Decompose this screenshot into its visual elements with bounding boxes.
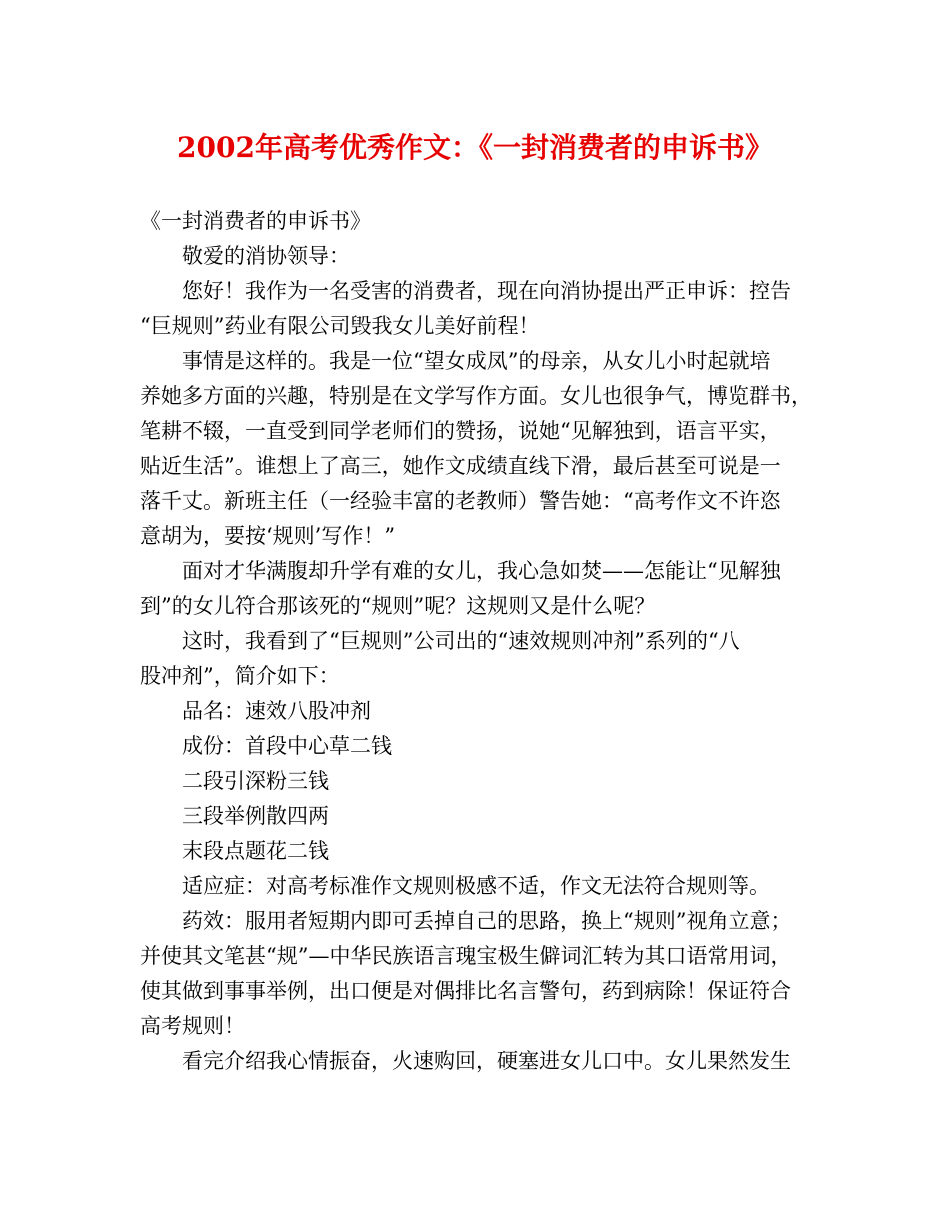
text-line: 《一封消费者的申诉书》 [140,209,371,233]
text-line: 您好！我作为一名受害的消费者，现在向消协提出严正申诉：控告 [182,279,791,303]
text-line: 笔耕不辍，一直受到同学老师们的赞扬，说她“见解独到，语言平实， [140,419,781,443]
text-line: 药效：服用者短期内即可丢掉自己的思路，换上“规则”视角立意； [182,909,792,933]
text-line: 养她多方面的兴趣，特别是在文学写作方面。女儿也很争气，博览群书， [140,384,812,408]
text-line: 贴近生活”。谁想上了高三，她作文成绩直线下滑，最后甚至可说是一 [140,454,781,478]
text-line: 看完介绍我心情振奋，火速购回，硬塞进女儿口中。女儿果然发生 [182,1049,791,1073]
text-line: 面对才华满腹却升学有难的女儿，我心急如焚——怎能让“见解独 [182,559,781,583]
document-body [140,204,830,1079]
text-line: 敬爱的消协领导： [182,244,350,268]
text-line: 适应症：对高考标准作文规则极感不适，作文无法符合规则等。 [182,874,770,898]
text-line: 落千丈。新班主任（一经验丰富的老教师）警告她：“高考作文不许恣 [140,489,781,513]
text-line: 高考规则！ [140,1014,245,1038]
document-title: 2002年高考优秀作文：《一封消费者的申诉书》 [177,131,773,164]
text-line: 品名：速效八股冲剂 [182,699,371,723]
text-line: 这时，我看到了“巨规则”公司出的“速效规则冲剂”系列的“八 [182,629,740,653]
text-line: 并使其文笔甚“规”—中华民族语言瑰宝极生僻词汇转为其口语常用词， [140,944,792,968]
text-line: 二段引深粉三钱 [182,769,329,793]
text-line: 到”的女儿符合那该死的“规则”呢？这规则又是什么呢？ [140,594,656,618]
text-line: 意胡为，要按‘规则’写作！” [140,524,396,548]
text-line: 三段举例散四两 [182,804,329,828]
text-line: 末段点题花二钱 [182,839,329,863]
text-line: 事情是这样的。我是一位“望女成凤”的母亲，从女儿小时起就培 [182,349,771,373]
text-line: 使其做到事事举例，出口便是对偶排比名言警句，药到病除！保证符合 [140,979,791,1003]
text-line: “巨规则”药业有限公司毁我女儿美好前程！ [140,314,540,338]
text-line: 股冲剂”，简介如下： [140,664,340,688]
text-line: 成份：首段中心草二钱 [182,734,392,758]
